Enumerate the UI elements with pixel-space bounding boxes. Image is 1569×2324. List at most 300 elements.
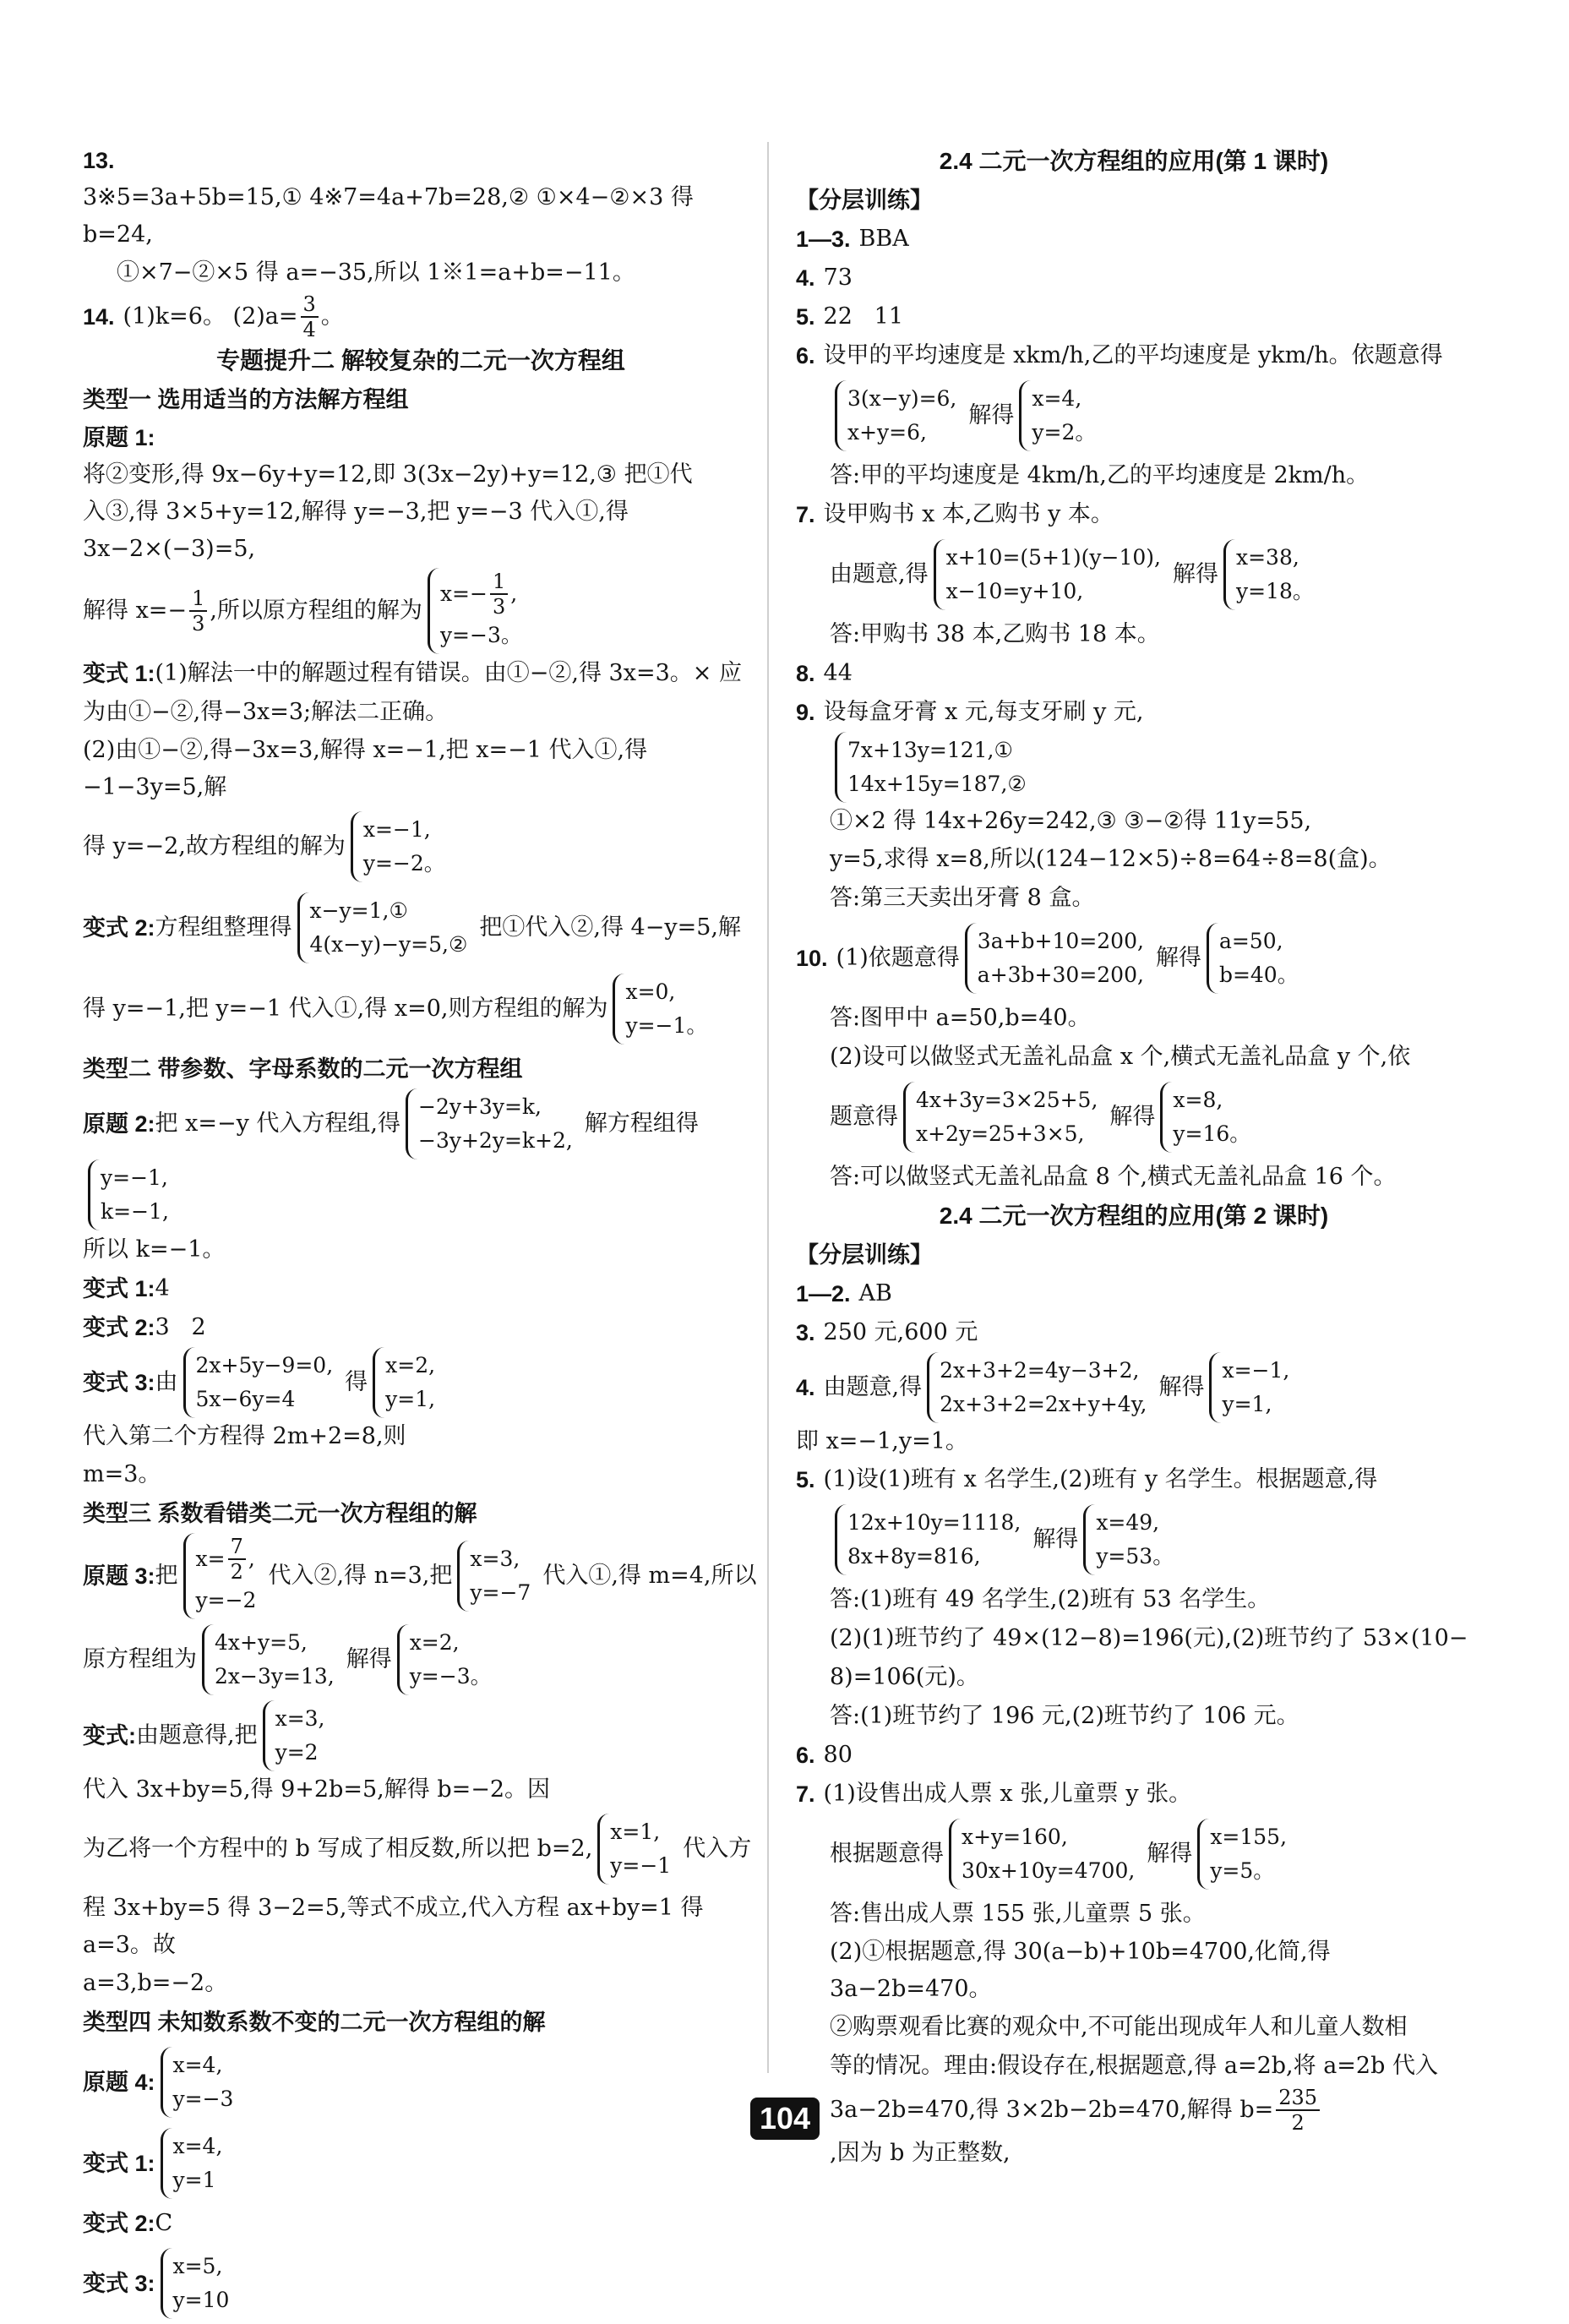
yuanti2-text2: 解方程组得 bbox=[584, 1110, 699, 1137]
type1-heading: 类型一 选用适当的方法解方程组 bbox=[83, 387, 409, 412]
t2-bianshi2-value: 3 2 bbox=[155, 1314, 206, 1340]
b5-sys-row2: 8x+8y=816, bbox=[847, 1544, 981, 1568]
b4-result-system bbox=[1209, 1352, 1296, 1423]
yuanti1-text3a: 解得 x=− bbox=[83, 597, 188, 624]
a4-value: 73 bbox=[823, 265, 853, 291]
yuanti3-fraction bbox=[228, 1535, 246, 1584]
b7-sys-row1: x+y=160, bbox=[962, 1825, 1068, 1849]
lesson1-title: 2.4 二元一次方程组的应用(第 1 课时) bbox=[939, 148, 1329, 174]
b4-text3: 即 x=−1,y=1。 bbox=[796, 1428, 968, 1454]
t4-bianshi3-line bbox=[83, 2243, 759, 2324]
a9-number: 9. bbox=[796, 700, 815, 725]
a10-system-c bbox=[1160, 1082, 1257, 1153]
t1-bianshi2-text3: 得 y=−1,把 y=−1 代入①,得 x=0,则方程组的解为 bbox=[83, 996, 608, 1022]
b1-2-value: AB bbox=[858, 1280, 892, 1307]
yuanti3-system-d bbox=[397, 1624, 498, 1695]
a5-number: 5. bbox=[796, 304, 815, 330]
b5-line3 bbox=[796, 1619, 1472, 1658]
q13-text2: ①×7−②×5 得 a=−35,所以 1※1=a+b=−11。 bbox=[117, 259, 635, 286]
yuanti3-text4: 原方程组为 bbox=[83, 1646, 197, 1672]
t2-bianshi3-system bbox=[183, 1347, 340, 1418]
b7-res-row1: x=155, bbox=[1210, 1825, 1288, 1849]
type2-heading: 类型二 带参数、字母系数的二元一次方程组 bbox=[83, 1056, 523, 1082]
a10-result-system bbox=[1207, 923, 1305, 994]
b4-system bbox=[927, 1352, 1153, 1423]
b7-text7: ,因为 b 为正整数, bbox=[830, 2140, 1011, 2166]
section-title-line bbox=[83, 341, 759, 380]
t1-bianshi1-line4 bbox=[83, 806, 759, 887]
left-column bbox=[83, 142, 759, 2324]
t1-bianshi2-result-system bbox=[613, 974, 714, 1045]
b5-text3: 8)=106(元)。 bbox=[830, 1664, 979, 1690]
a10-answer1: 答:图甲中 a=50,b=40。 bbox=[830, 1005, 1091, 1031]
yuanti1-frac-den: 3 bbox=[192, 612, 205, 636]
yuanti2-label: 原题 2: bbox=[83, 1111, 155, 1137]
yuanti1-sys-row1 bbox=[440, 570, 522, 619]
q13-number: 13. bbox=[83, 148, 115, 173]
t1-bianshi2-label: 变式 2: bbox=[83, 915, 155, 941]
t3-bianshi-text2: 代入 3x+by=5,得 9+2b=5,解得 b=−2。因 bbox=[83, 1776, 551, 1803]
t1-bianshi1-system bbox=[351, 811, 452, 882]
t1-bianshi1-text1: (1)解法一中的解题过程有错误。由①−②,得 3x=3。× 应 bbox=[155, 660, 742, 686]
lesson1-title-line bbox=[796, 142, 1472, 181]
b7-line2 bbox=[796, 1814, 1472, 1895]
t3-bianshi-sysb-row1: x=1, bbox=[610, 1819, 661, 1844]
yuanti1-sys-frac-den: 3 bbox=[492, 595, 506, 619]
yuanti3-system-c bbox=[202, 1624, 341, 1695]
yuanti2-text3: 所以 k=−1。 bbox=[83, 1236, 226, 1263]
b3-number: 3. bbox=[796, 1320, 815, 1345]
b7-text4: ②购票观看比赛的观众中,不可能出现成年人和儿童人数相 bbox=[830, 2014, 1408, 2040]
a6-res-row1: x=4, bbox=[1032, 386, 1082, 411]
t3-bianshi-system bbox=[263, 1700, 332, 1771]
yuanti3-system-a bbox=[183, 1533, 264, 1619]
t2-bianshi3-line2 bbox=[83, 1455, 759, 1494]
t1-bianshi1-text2: 为由①−②,得−3x=3;解法二正确。 bbox=[83, 699, 449, 725]
q14-fraction bbox=[301, 292, 319, 341]
t2-bianshi3-line1 bbox=[83, 1347, 759, 1455]
t2-bianshi2-line bbox=[83, 1308, 759, 1347]
a9-text2: ①×2 得 14x+26y=242,③ ③−②得 11y=55, bbox=[830, 808, 1312, 834]
yuanti3-sysb-row2: y=−7 bbox=[470, 1580, 531, 1605]
a9-line2 bbox=[796, 732, 1472, 840]
yuanti2-line2 bbox=[83, 1230, 759, 1269]
b6-number: 6. bbox=[796, 1743, 815, 1768]
b5-system bbox=[835, 1504, 1027, 1575]
t2-bianshi2-label: 变式 2: bbox=[83, 1315, 155, 1340]
t2-bianshi3-text2: 得 bbox=[345, 1369, 368, 1395]
a7-answer-line bbox=[796, 615, 1472, 654]
t3-bianshi-line4 bbox=[83, 1964, 759, 2003]
yuanti4-line bbox=[83, 2042, 759, 2123]
b7-text6: 3a−2b=470,得 3×2b−2b=470,解得 b= bbox=[830, 2097, 1274, 2123]
a7-res-row2: y=18。 bbox=[1236, 579, 1314, 603]
section-title: 专题提升二 解较复杂的二元一次方程组 bbox=[216, 347, 625, 374]
t1-bianshi2-line1 bbox=[83, 887, 759, 968]
t2-bianshi1-label: 变式 1: bbox=[83, 1276, 155, 1301]
b4-number: 4. bbox=[796, 1375, 815, 1400]
t2-bianshi1-value: 4 bbox=[155, 1275, 170, 1301]
a9-line3 bbox=[796, 840, 1472, 879]
b7-sys-row2: 30x+10y=4700, bbox=[962, 1858, 1136, 1883]
b5-solve-text: 解得 bbox=[1032, 1526, 1079, 1552]
yuanti4-sys-row1: x=4, bbox=[172, 2053, 223, 2077]
q13-line1 bbox=[83, 142, 759, 254]
yuanti3-sysd-row1: x=2, bbox=[409, 1630, 460, 1655]
q14-number: 14. bbox=[83, 304, 115, 330]
t1-bianshi1-sys-row2: y=−2。 bbox=[362, 851, 445, 876]
b5-line1 bbox=[796, 1460, 1472, 1499]
yuanti1-sys-x: x=− bbox=[439, 581, 488, 606]
t2-bianshi3-sys-row1: 2x+5y−9=0, bbox=[195, 1353, 334, 1377]
a7-sys-row2: x−10=y+10, bbox=[945, 579, 1084, 603]
b6-line bbox=[796, 1736, 1472, 1775]
b7-answer-line bbox=[796, 1895, 1472, 1934]
a4-number: 4. bbox=[796, 265, 815, 291]
b5-answer1-line bbox=[796, 1580, 1472, 1619]
b7-system bbox=[949, 1819, 1141, 1890]
a6-sys-row1: 3(x−y)=6, bbox=[847, 386, 957, 411]
a7-number: 7. bbox=[796, 502, 815, 527]
b7-line1 bbox=[796, 1775, 1472, 1814]
type4-heading-line bbox=[83, 2003, 759, 2042]
yuanti2-line1 bbox=[83, 1088, 759, 1230]
t3-bianshi-sys-row2: y=2 bbox=[275, 1740, 319, 1765]
t1-bianshi1-line3 bbox=[83, 732, 759, 806]
a10-system bbox=[965, 923, 1151, 994]
yuanti3-line1 bbox=[83, 1533, 759, 1619]
a10-sysc-row2: y=16。 bbox=[1173, 1121, 1251, 1146]
t2-bianshi3-res-row1: x=2, bbox=[385, 1353, 436, 1377]
a9-line1 bbox=[796, 693, 1472, 732]
t2-bianshi3-text4: m=3。 bbox=[83, 1461, 161, 1487]
b5-text1: (1)设(1)班有 x 名学生,(2)班有 y 名学生。根据题意,得 bbox=[823, 1466, 1378, 1492]
a6-number: 6. bbox=[796, 343, 815, 368]
t2-bianshi3-label: 变式 3: bbox=[83, 1370, 155, 1395]
q14-end: 。 bbox=[320, 303, 344, 330]
a10-text1: (1)依题意得 bbox=[836, 945, 960, 971]
a6-text1: 设甲的平均速度是 xkm/h,乙的平均速度是 ykm/h。依题意得 bbox=[823, 342, 1443, 368]
t1-bianshi1-text3: (2)由①−②,得−3x=3,解得 x=−1,把 x=−1 代入①,得−1−3y=5,解 bbox=[83, 737, 648, 800]
yuanti2-sys-row2: −3y+2y=k+2, bbox=[418, 1128, 573, 1153]
right-column bbox=[796, 142, 1472, 2172]
yuanti3-sysb-row1: x=3, bbox=[470, 1547, 520, 1571]
train2-line bbox=[796, 1236, 1472, 1274]
a8-value: 44 bbox=[823, 660, 853, 686]
yuanti1-sys-comma: , bbox=[510, 581, 518, 606]
b4-sys-row2: 2x+3+2=2x+y+4y, bbox=[940, 1392, 1147, 1416]
b5-line4 bbox=[796, 1658, 1472, 1697]
a10-text2: (2)设可以做竖式无盖礼品盒 x 个,横式无盖礼品盒 y 个,依 bbox=[830, 1044, 1411, 1070]
type3-heading-line bbox=[83, 1494, 759, 1533]
a8-number: 8. bbox=[796, 661, 815, 686]
a7-solve-text: 解得 bbox=[1173, 561, 1219, 587]
yuanti4-label: 原题 4: bbox=[83, 2070, 155, 2095]
lesson2-title: 2.4 二元一次方程组的应用(第 2 课时) bbox=[939, 1203, 1329, 1229]
t4-bianshi1-sys-row1: x=4, bbox=[172, 2134, 223, 2158]
yuanti2-sys-row1: −2y+3y=k, bbox=[418, 1094, 542, 1119]
yuanti3-text5: 解得 bbox=[346, 1646, 392, 1672]
t4-bianshi2-value: C bbox=[155, 2210, 173, 2236]
type4-heading: 类型四 未知数系数不变的二元一次方程组的解 bbox=[83, 2010, 546, 2035]
yuanti1-line1 bbox=[83, 419, 759, 494]
b7-number: 7. bbox=[796, 1781, 815, 1807]
yuanti1-fraction bbox=[189, 586, 207, 636]
a7-line2 bbox=[796, 534, 1472, 615]
a9-answer: 答:第三天卖出牙膏 8 盒。 bbox=[830, 885, 1095, 911]
a5-line bbox=[796, 297, 1472, 336]
a6-result-system bbox=[1019, 380, 1103, 451]
t3-bianshi-system-b bbox=[597, 1814, 678, 1885]
type3-heading: 类型三 系数看错类二元一次方程组的解 bbox=[83, 1501, 477, 1526]
t4-bianshi1-label: 变式 1: bbox=[83, 2151, 155, 2176]
yuanti2-text1: 把 x=−y 代入方程组,得 bbox=[155, 1110, 400, 1137]
train1-heading: 【分层训练】 bbox=[796, 188, 933, 213]
b7-res-row2: y=5。 bbox=[1210, 1858, 1275, 1883]
q13-line2 bbox=[83, 254, 759, 292]
yuanti1-label: 原题 1: bbox=[83, 425, 155, 450]
a10-number: 10. bbox=[796, 946, 828, 971]
t1-bianshi2-res-row2: y=−1。 bbox=[625, 1013, 708, 1038]
t3-bianshi-label: 变式: bbox=[83, 1723, 136, 1748]
a7-res-row1: x=38, bbox=[1236, 545, 1299, 570]
b1-2-line bbox=[796, 1274, 1472, 1313]
yuanti3-system-b bbox=[457, 1541, 537, 1612]
yuanti1-solution-system bbox=[428, 568, 529, 654]
yuanti3-label: 原题 3: bbox=[83, 1563, 155, 1589]
t1-bianshi2-text1: 方程组整理得 bbox=[155, 914, 292, 941]
b5-res-row1: x=49, bbox=[1096, 1510, 1160, 1535]
yuanti1-text2: 入③,得 3×5+y=12,解得 y=−3,把 y=−3 代入①,得 3x−2×(−3)=5, bbox=[83, 499, 629, 562]
t2-bianshi3-text1: 由 bbox=[155, 1369, 178, 1395]
b3-value: 250 元,600 元 bbox=[823, 1319, 978, 1345]
q14-frac-num: 3 bbox=[301, 292, 319, 318]
yuanti2-res-row2: k=−1, bbox=[101, 1199, 169, 1224]
yuanti3-sysc-row2: 2x−3y=13, bbox=[215, 1664, 335, 1688]
t3-bianshi-text5: 程 3x+by=5 得 3−2=5,等式不成立,代入方程 ax+by=1 得 a=3。故 bbox=[83, 1895, 704, 1958]
q13-text1: 3※5=3a+5b=15,① 4※7=4a+7b=28,② ①×4−②×3 得 b=24, bbox=[83, 184, 694, 248]
type2-heading-line bbox=[83, 1050, 759, 1088]
t3-bianshi-line1 bbox=[83, 1700, 759, 1808]
a9-sys-row1: 7x+13y=121,① bbox=[847, 738, 1013, 762]
q14-line bbox=[83, 292, 759, 341]
a9-system bbox=[835, 732, 1033, 803]
a7-text2: 由题意,得 bbox=[830, 561, 929, 587]
b5-text2: (2)(1)班节约了 49×(12−8)=196(元),(2)班节约了 53×(10− bbox=[830, 1625, 1468, 1651]
b5-answer2-line bbox=[796, 1697, 1472, 1736]
t3-bianshi-text6: a=3,b=−2。 bbox=[83, 1970, 228, 1996]
t1-bianshi2-system bbox=[297, 892, 475, 963]
q14-text: (1)k=6。 (2)a= bbox=[123, 303, 298, 330]
t4-bianshi3-sys-row1: x=5, bbox=[172, 2254, 223, 2278]
a1-3-line bbox=[796, 220, 1472, 259]
yuanti3-text2: 代入②,得 n=3,把 bbox=[268, 1563, 453, 1589]
yuanti2-res-row1: y=−1, bbox=[101, 1165, 168, 1190]
a10-solve-text2: 解得 bbox=[1109, 1104, 1156, 1130]
b7-text1: (1)设售出成人票 x 张,儿童票 y 张。 bbox=[823, 1781, 1192, 1807]
yuanti3-frac-num: 7 bbox=[228, 1535, 246, 1560]
train2-heading: 【分层训练】 bbox=[796, 1242, 933, 1268]
a7-text1: 设甲购书 x 本,乙购书 y 本。 bbox=[823, 501, 1114, 527]
t1-bianshi1-label: 变式 1: bbox=[83, 661, 155, 686]
yuanti3-line2 bbox=[83, 1619, 759, 1700]
t4-bianshi2-line bbox=[83, 2204, 759, 2243]
yuanti3-sysc-row1: 4x+y=5, bbox=[215, 1630, 308, 1655]
a10-sysb-row2: x+2y=25+3×5, bbox=[916, 1121, 1085, 1146]
a1-3-value: BBA bbox=[858, 226, 909, 252]
t1-bianshi2-line2 bbox=[83, 968, 759, 1050]
b7-frac-den: 2 bbox=[1291, 2111, 1305, 2135]
a9-sys-row2: 14x+15y=187,② bbox=[847, 772, 1027, 796]
a8-line bbox=[796, 654, 1472, 693]
t1-bianshi2-res-row1: x=0, bbox=[625, 979, 676, 1004]
b7-line3 bbox=[796, 1934, 1472, 2008]
a10-solve-text: 解得 bbox=[1155, 945, 1201, 971]
t1-bianshi2-sys-row2: 4(x−y)−y=5,② bbox=[309, 932, 468, 957]
t4-bianshi3-label: 变式 3: bbox=[83, 2271, 155, 2296]
a6-sys-row2: x+y=6, bbox=[847, 420, 927, 445]
a9-answer-line bbox=[796, 879, 1472, 918]
a10-res-row2: b=40。 bbox=[1218, 963, 1299, 987]
t1-bianshi1-line1 bbox=[83, 654, 759, 693]
a7-line1 bbox=[796, 495, 1472, 534]
t3-bianshi-text3: 为乙将一个方程中的 b 写成了相反数,所以把 b=2, bbox=[83, 1836, 593, 1862]
b7-frac-num: 235 bbox=[1276, 2086, 1320, 2111]
type1-heading-line bbox=[83, 380, 759, 419]
b5-number: 5. bbox=[796, 1467, 815, 1492]
a6-res-row2: y=2。 bbox=[1032, 420, 1097, 445]
a10-line1 bbox=[796, 918, 1472, 999]
a10-line2 bbox=[796, 1038, 1472, 1077]
a7-result-system bbox=[1223, 539, 1321, 610]
a10-answer2-line bbox=[796, 1158, 1472, 1197]
yuanti1-sys-frac-num: 1 bbox=[490, 570, 508, 595]
a10-line3 bbox=[796, 1077, 1472, 1158]
t2-bianshi1-line bbox=[83, 1269, 759, 1308]
a10-answer2: 答:可以做竖式无盖礼品盒 8 个,横式无盖礼品盒 16 个。 bbox=[830, 1164, 1397, 1190]
yuanti1-text3b: ,所以原方程组的解为 bbox=[210, 597, 422, 624]
a7-system bbox=[934, 539, 1168, 610]
yuanti3-sysa-comma: , bbox=[248, 1547, 255, 1571]
a10-sys-row1: 3a+b+10=200, bbox=[977, 929, 1144, 953]
a7-answer: 答:甲购书 38 本,乙购书 18 本。 bbox=[830, 621, 1160, 647]
b5-result-system bbox=[1083, 1504, 1180, 1575]
yuanti2-result-system bbox=[88, 1159, 176, 1230]
b7-line5 bbox=[796, 2047, 1472, 2086]
t1-bianshi1-text4: 得 y=−2,故方程组的解为 bbox=[83, 833, 346, 859]
a4-line bbox=[796, 259, 1472, 297]
t4-bianshi1-system bbox=[161, 2128, 230, 2199]
t2-bianshi3-text3: 代入第二个方程得 2m+2=8,则 bbox=[83, 1423, 406, 1449]
lesson2-title-line bbox=[796, 1197, 1472, 1236]
t2-bianshi3-res-row2: y=1, bbox=[385, 1387, 436, 1411]
a6-system bbox=[835, 380, 963, 451]
t3-bianshi-sysb-row2: y=−1 bbox=[610, 1853, 672, 1878]
b7-line4 bbox=[796, 2008, 1472, 2047]
yuanti1-sys-fraction bbox=[490, 570, 508, 619]
b7-solve-text: 解得 bbox=[1147, 1841, 1193, 1867]
b5-line2 bbox=[796, 1499, 1472, 1580]
b4-text1: 由题意,得 bbox=[823, 1374, 923, 1400]
b5-res-row2: y=53。 bbox=[1096, 1544, 1174, 1568]
b4-res-row2: y=1, bbox=[1222, 1392, 1272, 1416]
t1-bianshi2-text2: 把①代入②,得 4−y=5,解 bbox=[479, 914, 741, 941]
yuanti3-sysd-row2: y=−3。 bbox=[409, 1664, 492, 1688]
yuanti3-frac-den: 2 bbox=[230, 1560, 243, 1584]
b6-value: 80 bbox=[823, 1742, 853, 1768]
yuanti1-sys-row2: y=−3。 bbox=[439, 623, 522, 647]
b7-line6 bbox=[796, 2086, 1472, 2172]
t4-bianshi3-sys-row2: y=10 bbox=[172, 2288, 230, 2312]
b5-answer2: 答:(1)班节约了 196 元,(2)班节约了 106 元。 bbox=[830, 1703, 1299, 1729]
t2-bianshi3-result-system bbox=[373, 1347, 442, 1418]
yuanti2-system bbox=[406, 1088, 580, 1159]
t4-bianshi1-line bbox=[83, 2123, 759, 2204]
b3-line bbox=[796, 1313, 1472, 1352]
t1-bianshi1-line2 bbox=[83, 693, 759, 732]
b7-text3: (2)①根据题意,得 30(a−b)+10b=4700,化简,得 3a−2b=470。 bbox=[830, 1939, 1331, 2002]
yuanti3-sysa-x: x= bbox=[195, 1547, 226, 1571]
a6-answer: 答:甲的平均速度是 4km/h,乙的平均速度是 2km/h。 bbox=[830, 462, 1370, 488]
b4-res-row1: x=−1, bbox=[1222, 1358, 1290, 1383]
a9-text3: y=5,求得 x=8,所以(124−12×5)÷8=64÷8=8(盒)。 bbox=[830, 846, 1392, 872]
t1-bianshi2-sys-row1: x−y=1,① bbox=[309, 898, 408, 923]
b7-answer: 答:售出成人票 155 张,儿童票 5 张。 bbox=[830, 1901, 1206, 1927]
yuanti3-text1: 把 bbox=[155, 1563, 178, 1589]
a10-text3: 题意得 bbox=[830, 1104, 898, 1130]
t3-bianshi-line2 bbox=[83, 1808, 759, 1890]
yuanti3-sysa-row1 bbox=[196, 1535, 257, 1584]
t4-bianshi1-sys-row2: y=1 bbox=[172, 2168, 216, 2192]
a6-answer-line bbox=[796, 456, 1472, 495]
a5-value: 22 11 bbox=[823, 303, 903, 330]
a9-text1: 设每盒牙膏 x 元,每支牙刷 y 元, bbox=[823, 699, 1144, 725]
column-divider bbox=[767, 142, 769, 2073]
t3-bianshi-text4: 代入方 bbox=[683, 1836, 752, 1862]
b4-sys-row1: 2x+3+2=4y−3+2, bbox=[940, 1358, 1140, 1383]
yuanti1-text1: 将②变形,得 9x−6y+y=12,即 3(3x−2y)+y=12,③ 把①代 bbox=[83, 461, 693, 488]
b7-text2: 根据题意得 bbox=[830, 1841, 944, 1867]
train1-line bbox=[796, 181, 1472, 220]
b7-fraction bbox=[1276, 2086, 1320, 2135]
yuanti3-text3: 代入①,得 m=4,所以 bbox=[542, 1563, 757, 1589]
yuanti1-frac-num: 1 bbox=[189, 586, 207, 612]
yuanti1-line2 bbox=[83, 494, 759, 568]
b1-2-number: 1—2. bbox=[796, 1281, 851, 1307]
t3-bianshi-text1: 由题意得,把 bbox=[136, 1722, 258, 1748]
a10-sys-row2: a+3b+30=200, bbox=[977, 963, 1144, 987]
a10-answer1-line bbox=[796, 999, 1472, 1038]
a10-sysc-row1: x=8, bbox=[1173, 1088, 1223, 1112]
t1-bianshi1-sys-row1: x=−1, bbox=[362, 817, 431, 842]
a10-sysb-row1: 4x+3y=3×25+5, bbox=[916, 1088, 1098, 1112]
yuanti4-sys-row2: y=−3 bbox=[172, 2087, 234, 2111]
a7-sys-row1: x+10=(5+1)(y−10), bbox=[945, 545, 1162, 570]
b4-solve-text: 解得 bbox=[1158, 1374, 1205, 1400]
t3-bianshi-line3 bbox=[83, 1890, 759, 1964]
t3-bianshi-sys-row1: x=3, bbox=[275, 1706, 325, 1731]
a1-3-number: 1—3. bbox=[796, 226, 851, 252]
b5-answer1: 答:(1)班有 49 名学生,(2)班有 53 名学生。 bbox=[830, 1586, 1271, 1612]
a6-line1 bbox=[796, 336, 1472, 375]
yuanti4-system bbox=[161, 2047, 241, 2118]
t4-bianshi3-system bbox=[161, 2248, 237, 2319]
b7-text5: 等的情况。理由:假设存在,根据题意,得 a=2b,将 a=2b 代入 bbox=[830, 2053, 1438, 2079]
b7-result-system bbox=[1197, 1819, 1294, 1890]
t2-bianshi3-sys-row2: 5x−6y=4 bbox=[195, 1387, 296, 1411]
a10-system-b bbox=[903, 1082, 1104, 1153]
a6-line2 bbox=[796, 375, 1472, 456]
